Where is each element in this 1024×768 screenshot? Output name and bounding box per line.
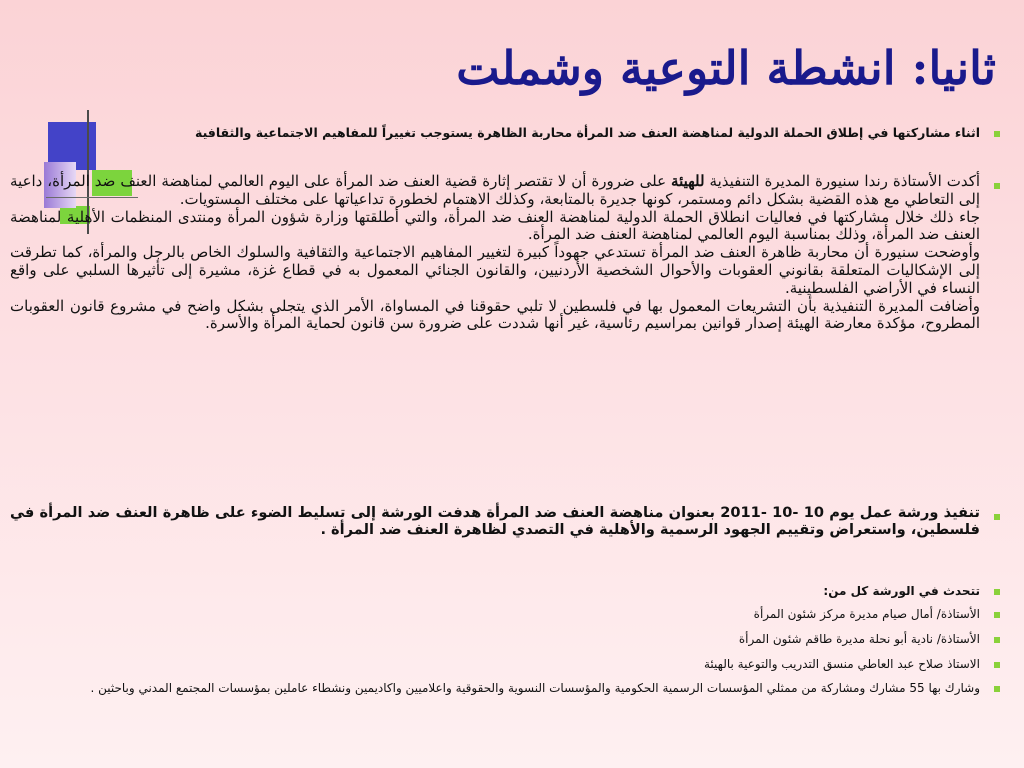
body-paragraph-4: وأضافت المديرة التنفيذية بأن التشريعات المعمول بها في فلسطين لا تلبي حقوقنا في المساواة، الأمر الذي يتجلى بشكل واضح في مشروع قانون العقوبات المطروح، مؤكدة معارضة الهيئة إصدار قوانين بمراسيم رئاسية، غير أنها شددت على ضرورة سن قانون لحماية المرأة والأسرة.: [10, 296, 980, 333]
list-item: [50, 631, 980, 647]
bullet-workshop: [10, 504, 980, 538]
square-bullet-icon: [994, 589, 1000, 595]
square-bullet-icon: [994, 183, 1000, 189]
participants-text: وشارك بها 55 مشارك ومشاركة من ممثلي المؤسسات الرسمية الحكومية والمؤسسات النسوية والحقوقية واعلاميين واكاديمين ونشطاء عاملين بمؤسسات المجتمع المدني وباحثين .: [90, 681, 980, 695]
body-paragraph-3: وأوضحت سنيورة أن محاربة ظاهرة العنف ضد المرأة تستدعي جهوداً كبيرة لتغيير المفاهيم الاجتماعية والثقافية والسلوك الخاص بالرجل والمرأة، كما تطرقت إلى الإشكاليات المتعلقة بقانوني العقوبات والأحوال الشخصية الأردنيين، والقانون الجنائي المعمول به في قطاع غزة، مشيرة إلى تأثيرها السلبي على واقع النساء في الأراضي الفلسطينية.: [10, 243, 980, 297]
workshop-text: تنفيذ ورشة عمل يوم 10 -10 -2011 بعنوان مناهضة العنف ضد المرأة هدفت الورشة إلى تسليط الضوء على ظاهرة العنف ضد المرأة في فلسطين، واستعراض وتقييم الجهود الرسمية والأهلية في التصدي لظاهرة العنف ضد المرأة .: [10, 504, 980, 538]
body-p1-bold: للهيئة: [671, 172, 705, 190]
body-paragraph-1: [10, 173, 980, 209]
list-item: [50, 656, 980, 672]
list-item: [50, 606, 980, 622]
bullet-intro: [80, 124, 980, 141]
bullet-body: [10, 173, 980, 333]
speaker-2: الأستاذة/ نادية أبو نحلة مديرة طاقم شئون المرأة: [738, 632, 980, 646]
body-paragraph-2: جاء ذلك خلال مشاركتها في فعاليات انطلاق الحملة الدولية لمناهضة العنف ضد المرأة، والتي أطلقتها وزارة شؤون المرأة ومنتدى المنظمات الأهلية لمناهضة العنف ضد المرأة، وذلك بمناسبة اليوم العالمي لمناهضة العنف ضد المرأة.: [10, 207, 980, 244]
speaker-1: الأستاذة/ أمال صيام مديرة مركز شئون المرأة: [753, 607, 980, 621]
intro-text: اثناء مشاركتها في إطلاق الحملة الدولية لمناهضة العنف ضد المرأة محاربة الظاهرة يستوجب تغييراً للمفاهيم الاجتماعية والثقافية: [194, 125, 980, 140]
bullet-speakers-heading: [50, 583, 980, 599]
square-bullet-icon: [994, 131, 1000, 137]
square-bullet-icon: [994, 662, 1000, 668]
speaker-3: الاستاذ صلاح عبد العاطي منسق التدريب والتوعية بالهيئة: [704, 657, 980, 671]
body-p1-start: أكدت الأستاذة رندا سنيورة المديرة التنفيذية: [704, 172, 981, 190]
slide-title: ثانيا: انشطة التوعية وشملت: [456, 41, 996, 95]
square-bullet-icon: [994, 612, 1000, 618]
body-p1-end: على ضرورة أن لا تقتصر إثارة قضية العنف ضد المرأة على اليوم العالمي لمناهضة العنف ضد المرأة، داعية إلى التعاطي مع هذه القضية بشكل دائم ومستمر، كونها جديرة بالمتابعة، وكذلك الاهتمام لخطورة تداعياتها على مختلف المستويات.: [10, 172, 980, 208]
speakers-heading: تتحدث في الورشة كل من:: [823, 584, 980, 598]
square-bullet-icon: [994, 686, 1000, 692]
square-bullet-icon: [994, 637, 1000, 643]
square-bullet-icon: [994, 514, 1000, 520]
bullet-participants: [50, 680, 980, 696]
